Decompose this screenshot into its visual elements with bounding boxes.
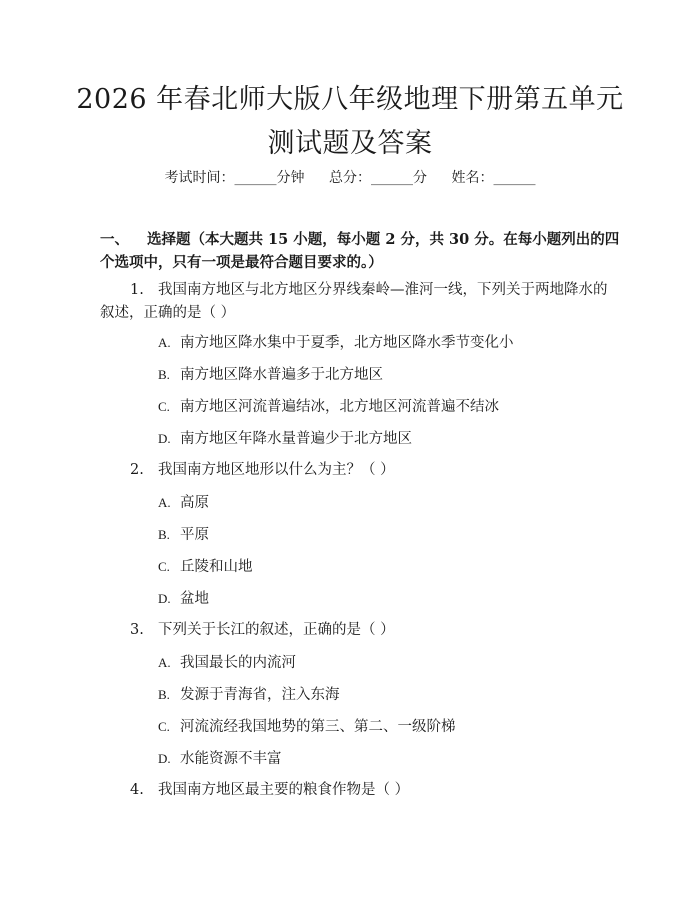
title-line-1: 2026 年春北师大版八年级地理下册第五单元 <box>76 84 624 115</box>
option-text: 发源于青海省，注入东海 <box>180 687 340 703</box>
option-letter: B. <box>158 687 170 702</box>
option-letter: A. <box>158 335 171 350</box>
option-2b <box>158 523 209 547</box>
option-text: 南方地区降水集中于夏季，北方地区降水季节变化小 <box>180 335 514 351</box>
total-score: 总分：______分 <box>329 170 427 186</box>
option-letter: D. <box>158 751 171 766</box>
question-stem: 我国南方地区最主要的粮食作物是（ ） <box>158 782 410 798</box>
question-stem: 下列关于长江的叙述，正确的是（ ） <box>158 622 395 638</box>
option-3d <box>158 747 282 771</box>
option-text: 南方地区降水普遍多于北方地区 <box>180 367 383 383</box>
option-text: 南方地区河流普遍结冰，北方地区河流普遍不结冰 <box>180 399 499 415</box>
option-letter: C. <box>158 559 170 574</box>
option-letter: C. <box>158 719 170 734</box>
question-3 <box>100 619 620 642</box>
option-letter: C. <box>158 399 170 414</box>
question-stem: 我国南方地区地形以什么为主？（ ） <box>158 462 395 478</box>
option-1c <box>158 395 499 419</box>
option-text: 丘陵和山地 <box>180 559 253 575</box>
title-line-2: 测试题及答案 <box>267 128 433 159</box>
option-1a <box>158 331 514 355</box>
option-text: 我国最长的内流河 <box>180 655 296 671</box>
option-3c <box>158 715 456 739</box>
question-stem: 我国南方地区与北方地区分界线秦岭—淮河一线，下列关于两地降水的叙述，正确的是（ ） <box>100 282 608 321</box>
option-3a <box>158 651 296 675</box>
exam-info <box>0 168 700 188</box>
page-title <box>60 78 640 166</box>
question-number: 2. <box>130 462 144 478</box>
option-letter: D. <box>158 591 171 606</box>
option-2d <box>158 587 209 611</box>
option-3b <box>158 683 340 707</box>
option-text: 水能资源不丰富 <box>180 751 282 767</box>
option-2a <box>158 491 209 515</box>
option-2c <box>158 555 253 579</box>
option-text: 高原 <box>180 495 209 511</box>
option-letter: A. <box>158 495 171 510</box>
question-number: 4. <box>130 782 144 798</box>
question-number: 3. <box>130 622 144 638</box>
option-letter: D. <box>158 431 171 446</box>
option-1b <box>158 363 383 387</box>
option-text: 盆地 <box>180 591 209 607</box>
option-letter: A. <box>158 655 171 670</box>
option-1d <box>158 427 412 451</box>
option-text: 南方地区年降水量普遍少于北方地区 <box>180 431 412 447</box>
option-text: 平原 <box>180 527 209 543</box>
exam-time: 考试时间：______分钟 <box>164 170 305 186</box>
section-heading <box>100 228 620 274</box>
student-name: 姓名：______ <box>451 170 536 186</box>
question-4 <box>100 779 620 802</box>
option-text: 河流流经我国地势的第三、第二、一级阶梯 <box>180 719 456 735</box>
section-number: 一、 <box>100 231 129 248</box>
option-letter: B. <box>158 527 170 542</box>
question-number: 1. <box>130 282 144 298</box>
question-1 <box>100 279 620 325</box>
question-2 <box>100 459 620 482</box>
option-letter: B. <box>158 367 170 382</box>
section-instructions: 选择题（本大题共 15 小题，每小题 2 分，共 30 分。在每小题列出的四个选项中，只有一项是最符合题目要求的。） <box>100 231 620 271</box>
